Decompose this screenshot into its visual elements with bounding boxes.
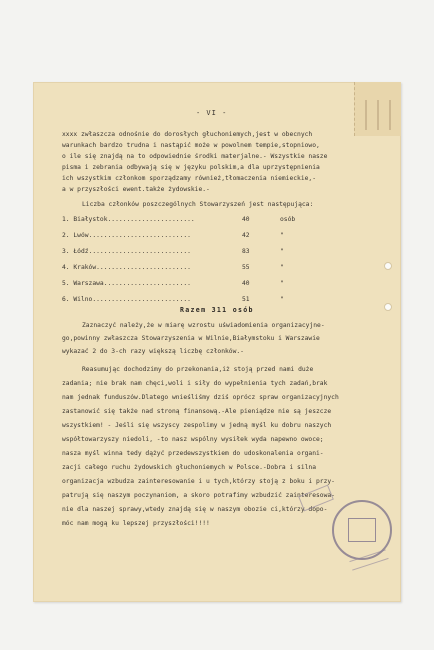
list-item [62,280,302,287]
member-unit: " [280,264,284,271]
city-label: 4. Kraków [62,264,97,271]
text-line: go,powinny zwłaszcza Stowarzyszenia w Wilnie,Białymstoku i Warszawie [62,335,320,342]
member-unit: osób [280,216,296,223]
member-unit: " [280,296,284,303]
list-intro: Liczba członków poszczególnych Stowarzyszeń jest następująca: [82,201,314,208]
text-line: zacji całego ruchu żydowskich głuchoniemych w Polsce.-Dobra i silna [62,464,317,471]
leader-dots: .......................... [92,296,191,303]
total-label: Razem [180,306,207,314]
text-line: o ile się znajdą na to odpowiednie środki materjalne.- Wszystkie nasze [62,153,328,160]
city-label: 3. Łódź [62,248,89,255]
member-count: 51 [242,296,250,303]
total-row [180,306,254,314]
leader-dots: ........................... [88,232,191,239]
text-line: organizacja wzbudza zainteresowanie i u tych,którzy stoją z boku i przy- [62,478,335,485]
leader-dots: ....................... [103,280,191,287]
text-line: warunkach bardzo trudna i nastąpić może w powolnem tempie,stopniowo, [62,142,320,149]
text-line: nam jednak funduszów.Dlatego wnieśliśmy dziś oprócz spraw organizacyjnych [62,394,339,401]
text-line: nasza myśl winna tedy dążyć przedewszystkiem do udoskonalenia organi- [62,450,324,457]
member-count: 40 [242,216,250,223]
text-line: Reasumując dochodzimy do przekonania,iż stoją przed nami duże [82,366,314,373]
text-line: wszystkiem! - Jeśli się wszyscy zespolimy w jedną myśl ku dobru naszych [62,422,332,429]
punch-hole [384,262,392,270]
member-count: 40 [242,280,250,287]
member-unit: " [280,280,284,287]
member-unit: " [280,232,284,239]
member-count: 42 [242,232,250,239]
list-item [62,232,302,239]
city-label: 2. Lwów [62,232,89,239]
leader-dots: ........................... [88,248,191,255]
text-line: Zaznaczyć należy,że w miarę wzrostu uświadomienia organizacyjne- [82,322,325,329]
total-value: 311 osób [211,306,254,314]
list-item [62,296,302,303]
city-label: 1. Białystok [62,216,108,223]
leader-dots: ....................... [107,216,195,223]
text-line: zastanowić się także nad stroną finansową.-Ale pieniądze nie są jeszcze [62,408,332,415]
text-line: współtowarzyszy niedoli, -to nasz wspólny wysiłek wyda napewno owoce; [62,436,324,443]
text-line: pisma i zebrania odbywają się w języku polskim,a dla uprzystępnienia [62,164,320,171]
city-label: 6. Wilno [62,296,93,303]
text-line: ich wszystkim członkom sporządzamy również,tłomaczenia niemieckie,- [62,175,317,182]
text-line: wykazać 2 do 3-ch razy większą liczbę członków.- [62,348,244,355]
member-count: 83 [242,248,250,255]
text-line: zadania; nie brak nam chęci,woli i siły do wypełnienia tych zadań,brak [62,380,328,387]
member-unit: " [280,248,284,255]
text-line: xxxx zwłaszcza odnośnie do dorosłych głuchoniemych,jest w obecnych [62,131,313,138]
member-count: 55 [242,264,250,271]
list-item [62,216,302,223]
text-line: a w przyszłości ewent.także żydowskie.- [62,186,210,193]
text-line: patrują się naszym poczynaniom, a skoro potrafimy wzbudzić zainteresowa- [62,492,335,499]
text-line: móc nam mogą ku lepszej przyszłości!!!! [62,520,210,527]
punch-hole [384,303,392,311]
list-item [62,264,302,271]
leader-dots: ......................... [96,264,191,271]
stamp-emblem [348,518,376,542]
folded-corner [354,82,401,136]
city-label: 5. Warszawa [62,280,104,287]
list-item [62,248,302,255]
text-line: nie dla naszej sprawy,wtedy znajdą się w naszym obozie ci,którzy dopo- [62,506,328,513]
page-number: - VI - [196,109,228,117]
